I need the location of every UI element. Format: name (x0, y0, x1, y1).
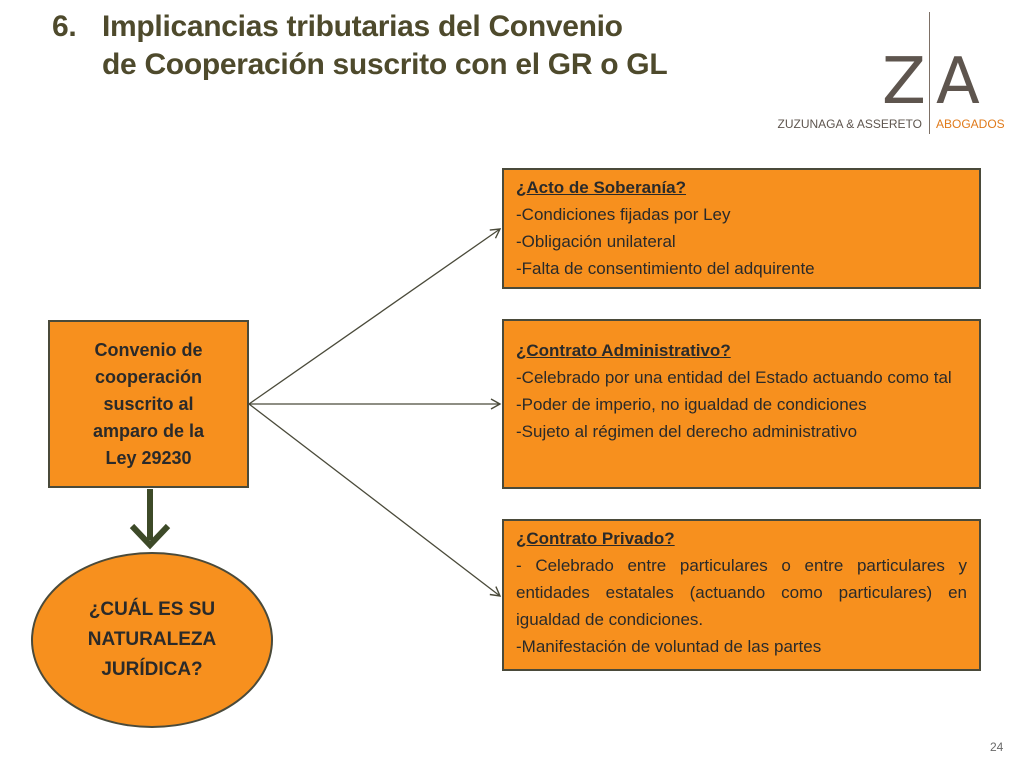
oval-line: JURÍDICA? (101, 659, 203, 680)
logo-abogados: ABOGADOS (936, 117, 1005, 131)
box-question: ¿Contrato Administrativo? (516, 341, 731, 360)
box-line: -Falta de consentimiento del adquirente (516, 259, 815, 278)
arrow-to-privado (249, 404, 500, 596)
box-line: -Condiciones fijadas por Ley (516, 205, 731, 224)
contrato-privado-box (502, 519, 981, 671)
box-line: - Celebrado entre particulares o entre particulares y entidades estatales (actuando como particulares) en igualdad de condiciones. (516, 556, 967, 629)
convenio-box (48, 320, 249, 488)
box-question: ¿Contrato Privado? (516, 529, 675, 548)
logo-letter-a: A (936, 45, 980, 119)
acto-soberania-box (502, 168, 981, 289)
oval-line: NATURALEZA (87, 629, 217, 650)
convenio-line: cooperación (94, 366, 202, 387)
box-line: -Celebrado por una entidad del Estado actuando como tal (516, 368, 952, 387)
box-line: -Sujeto al régimen del derecho administrativo (516, 422, 858, 441)
arrow-to-soberania (249, 229, 500, 404)
down-arrow (132, 489, 168, 545)
naturaleza-juridica-oval (31, 552, 273, 728)
convenio-line: Ley 29230 (105, 447, 192, 468)
title-line-1: Implicancias tributarias del Convenio (102, 10, 623, 43)
title-number: 6. (52, 10, 77, 43)
box-question: ¿Acto de Soberanía? (516, 178, 687, 197)
logo-firm-name: ZUZUNAGA & ASSERETO (777, 117, 922, 131)
contrato-administrativo-box (502, 319, 981, 489)
box-line: -Manifestación de voluntad de las partes (516, 637, 822, 656)
title-line-2: de Cooperación suscrito con el GR o GL (102, 48, 668, 81)
box-line: -Poder de imperio, no igualdad de condiciones (516, 395, 867, 414)
convenio-line: Convenio de (94, 339, 203, 360)
page-number: 24 (990, 740, 1004, 754)
convenio-line: suscrito al (103, 393, 194, 414)
logo-letter-z: Z (882, 45, 926, 119)
box-line: -Obligación unilateral (516, 232, 676, 251)
convenio-line: amparo de la (92, 420, 205, 441)
oval-line: ¿CUÁL ES SU (88, 599, 216, 620)
